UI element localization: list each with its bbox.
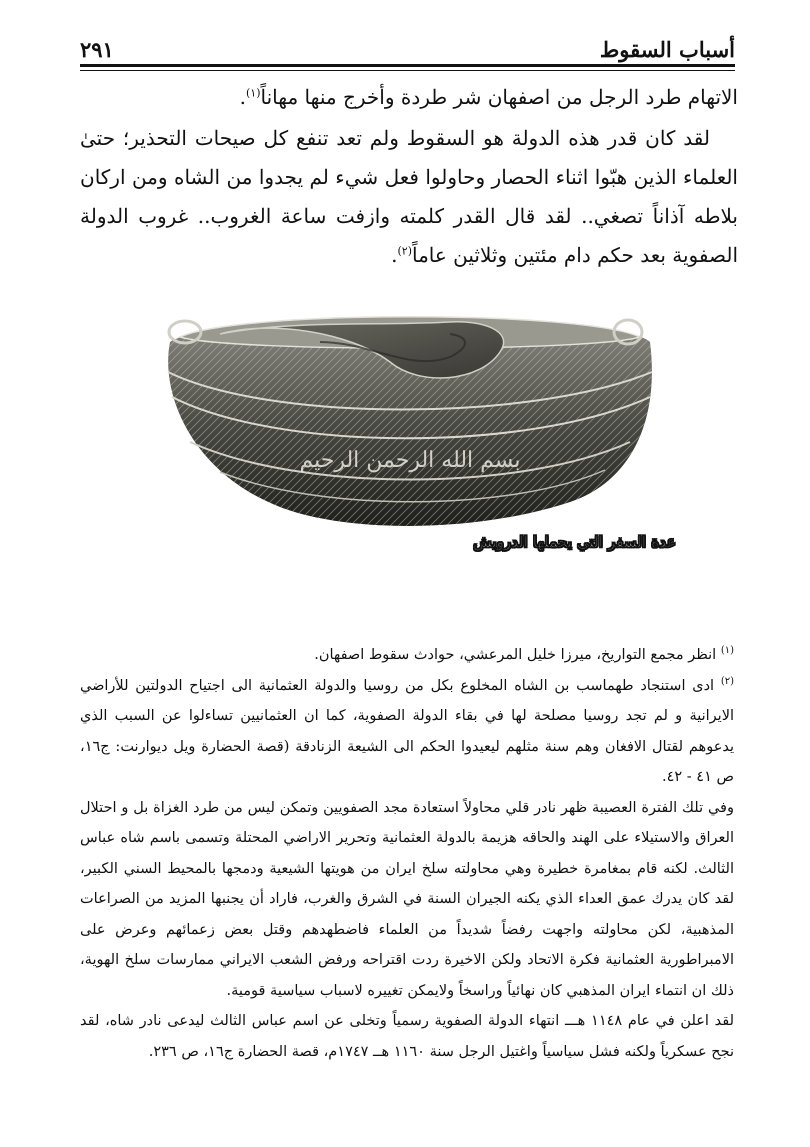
footnote-2-continuation-text: وفي تلك الفترة العصيبة ظهر نادر قلي محاولاً استعادة مجد الصفويين وتمكن ليس من طرد الغزاة بل و احتلال العراق والاستيلاء على الهند والحاقه هزيمة بالدولة العثمانية وتحرير الاراضي المحتلة وتسمى باسم شاه عباس الثالث. لكنه قام بمغامرة خطيرة وهي محاولته سلخ ايران من هويتها الشيعية ودمجها بالمحيط السني الكبير، لقد كان يدرك عمق العداء الذي يكنه الجيران السنة في الشرق والغرب، فاراد أن يجنبها المزيد من الصراعات المذهبية، لكن محاولته واجهت رفضاً شديداً من العلماء فاضطهدهم وقتل بعض زعمائهم وعرض على الامبراطورية العثمانية فكرة الاتحاد ولكن الاخيرة ردت اقتراحه ورفض الشعب الايراني ممارسات سلخ الهوية، ذلك ان انتماء ايران المذهبي كان نهائياً وراسخاً ولايمكن تغييره لاسباب سياسية قومية. <box>80 799 734 999</box>
kashkul-bowl-illustration <box>150 302 670 537</box>
figure-kashkul-image <box>150 302 670 537</box>
footnote-1 <box>80 640 734 671</box>
footnote-1-text: انظر مجمع التواريخ، ميرزا خليل المرعشي، حوادث سقوط اصفهان. <box>314 647 717 663</box>
footnote-ref-2: (٢) <box>397 244 412 258</box>
paragraph-2 <box>80 119 738 275</box>
paragraph-2-text: لقد كان قدر هذه الدولة هو السقوط ولم تعد تنفع كل صيحات التحذير؛ حتىٰ العلماء الذين هبّوا اثناء الحصار وحاولوا فعل شيء لم يجدوا من الشاه ومن اركان بلاطه آذاناً تصغي.. لقد قال القدر كلمته وازفت ساعة الغروب.. غروب الدولة الصفوية بعد حكم دام مئتين وثلاثين عاماً <box>80 126 738 267</box>
footnote-1-mark: (١) <box>720 645 734 657</box>
paragraph-1 <box>80 78 738 117</box>
footnote-ref-1: (١) <box>245 86 261 100</box>
figure-caption: عدة السفر التي يحملها الدرويش <box>473 533 676 551</box>
footnote-2-final <box>80 1006 734 1067</box>
header-rule-thin <box>80 70 735 71</box>
main-text <box>80 78 738 275</box>
footnotes <box>80 640 734 1067</box>
footnote-2-final-text: لقد اعلن في عام ١١٤٨ هـــ انتهاء الدولة الصفوية رسمياً وتخلى عن اسم عباس الثالث ليدعى نادر شاه، لقد نجح عسكرياً ولكنه فشل سياسياً واغتيل الرجل سنة ١١٦٠ هــ ١٧٤٧م، قصة الحضارة ج١٦، ص ٢٣٦. <box>80 1013 734 1060</box>
running-title: أسباب السقوط <box>599 37 735 62</box>
footnote-2-text: ادى استنجاد طهماسب بن الشاه المخلوع بكل من روسيا والدولة العثمانية الى اجتياح الدولتين للأراضي الايرانية و لم تجد روسيا مصلحة لها في بقاء الدولة الصفوية، كما ان العثمانيين تساءلوا عن السبب الذي يدعوهم لقتال الافغان وهم سنة مثلهم ليعيدوا الحكم الى الشيعة الزنادقة (قصة الحضارة ويل ديوارنت: ج١٦، ص ٤١ - ٤٢. <box>80 677 734 785</box>
footnote-2 <box>80 671 734 793</box>
page-header <box>80 28 735 62</box>
bowl-inscription: بسم الله الرحمن الرحيم <box>299 448 521 473</box>
footnote-2-continuation <box>80 793 734 1007</box>
footnote-2-mark: (٢) <box>720 675 734 687</box>
paragraph-1-end: . <box>239 85 246 109</box>
paragraph-1-text: الاتهام طرد الرجل من اصفهان شر طردة وأخرج منها مهاناً <box>260 85 738 109</box>
page-number: ٢٩١ <box>80 37 114 62</box>
header-rule-thick <box>80 64 735 67</box>
paragraph-2-end: . <box>391 243 398 267</box>
